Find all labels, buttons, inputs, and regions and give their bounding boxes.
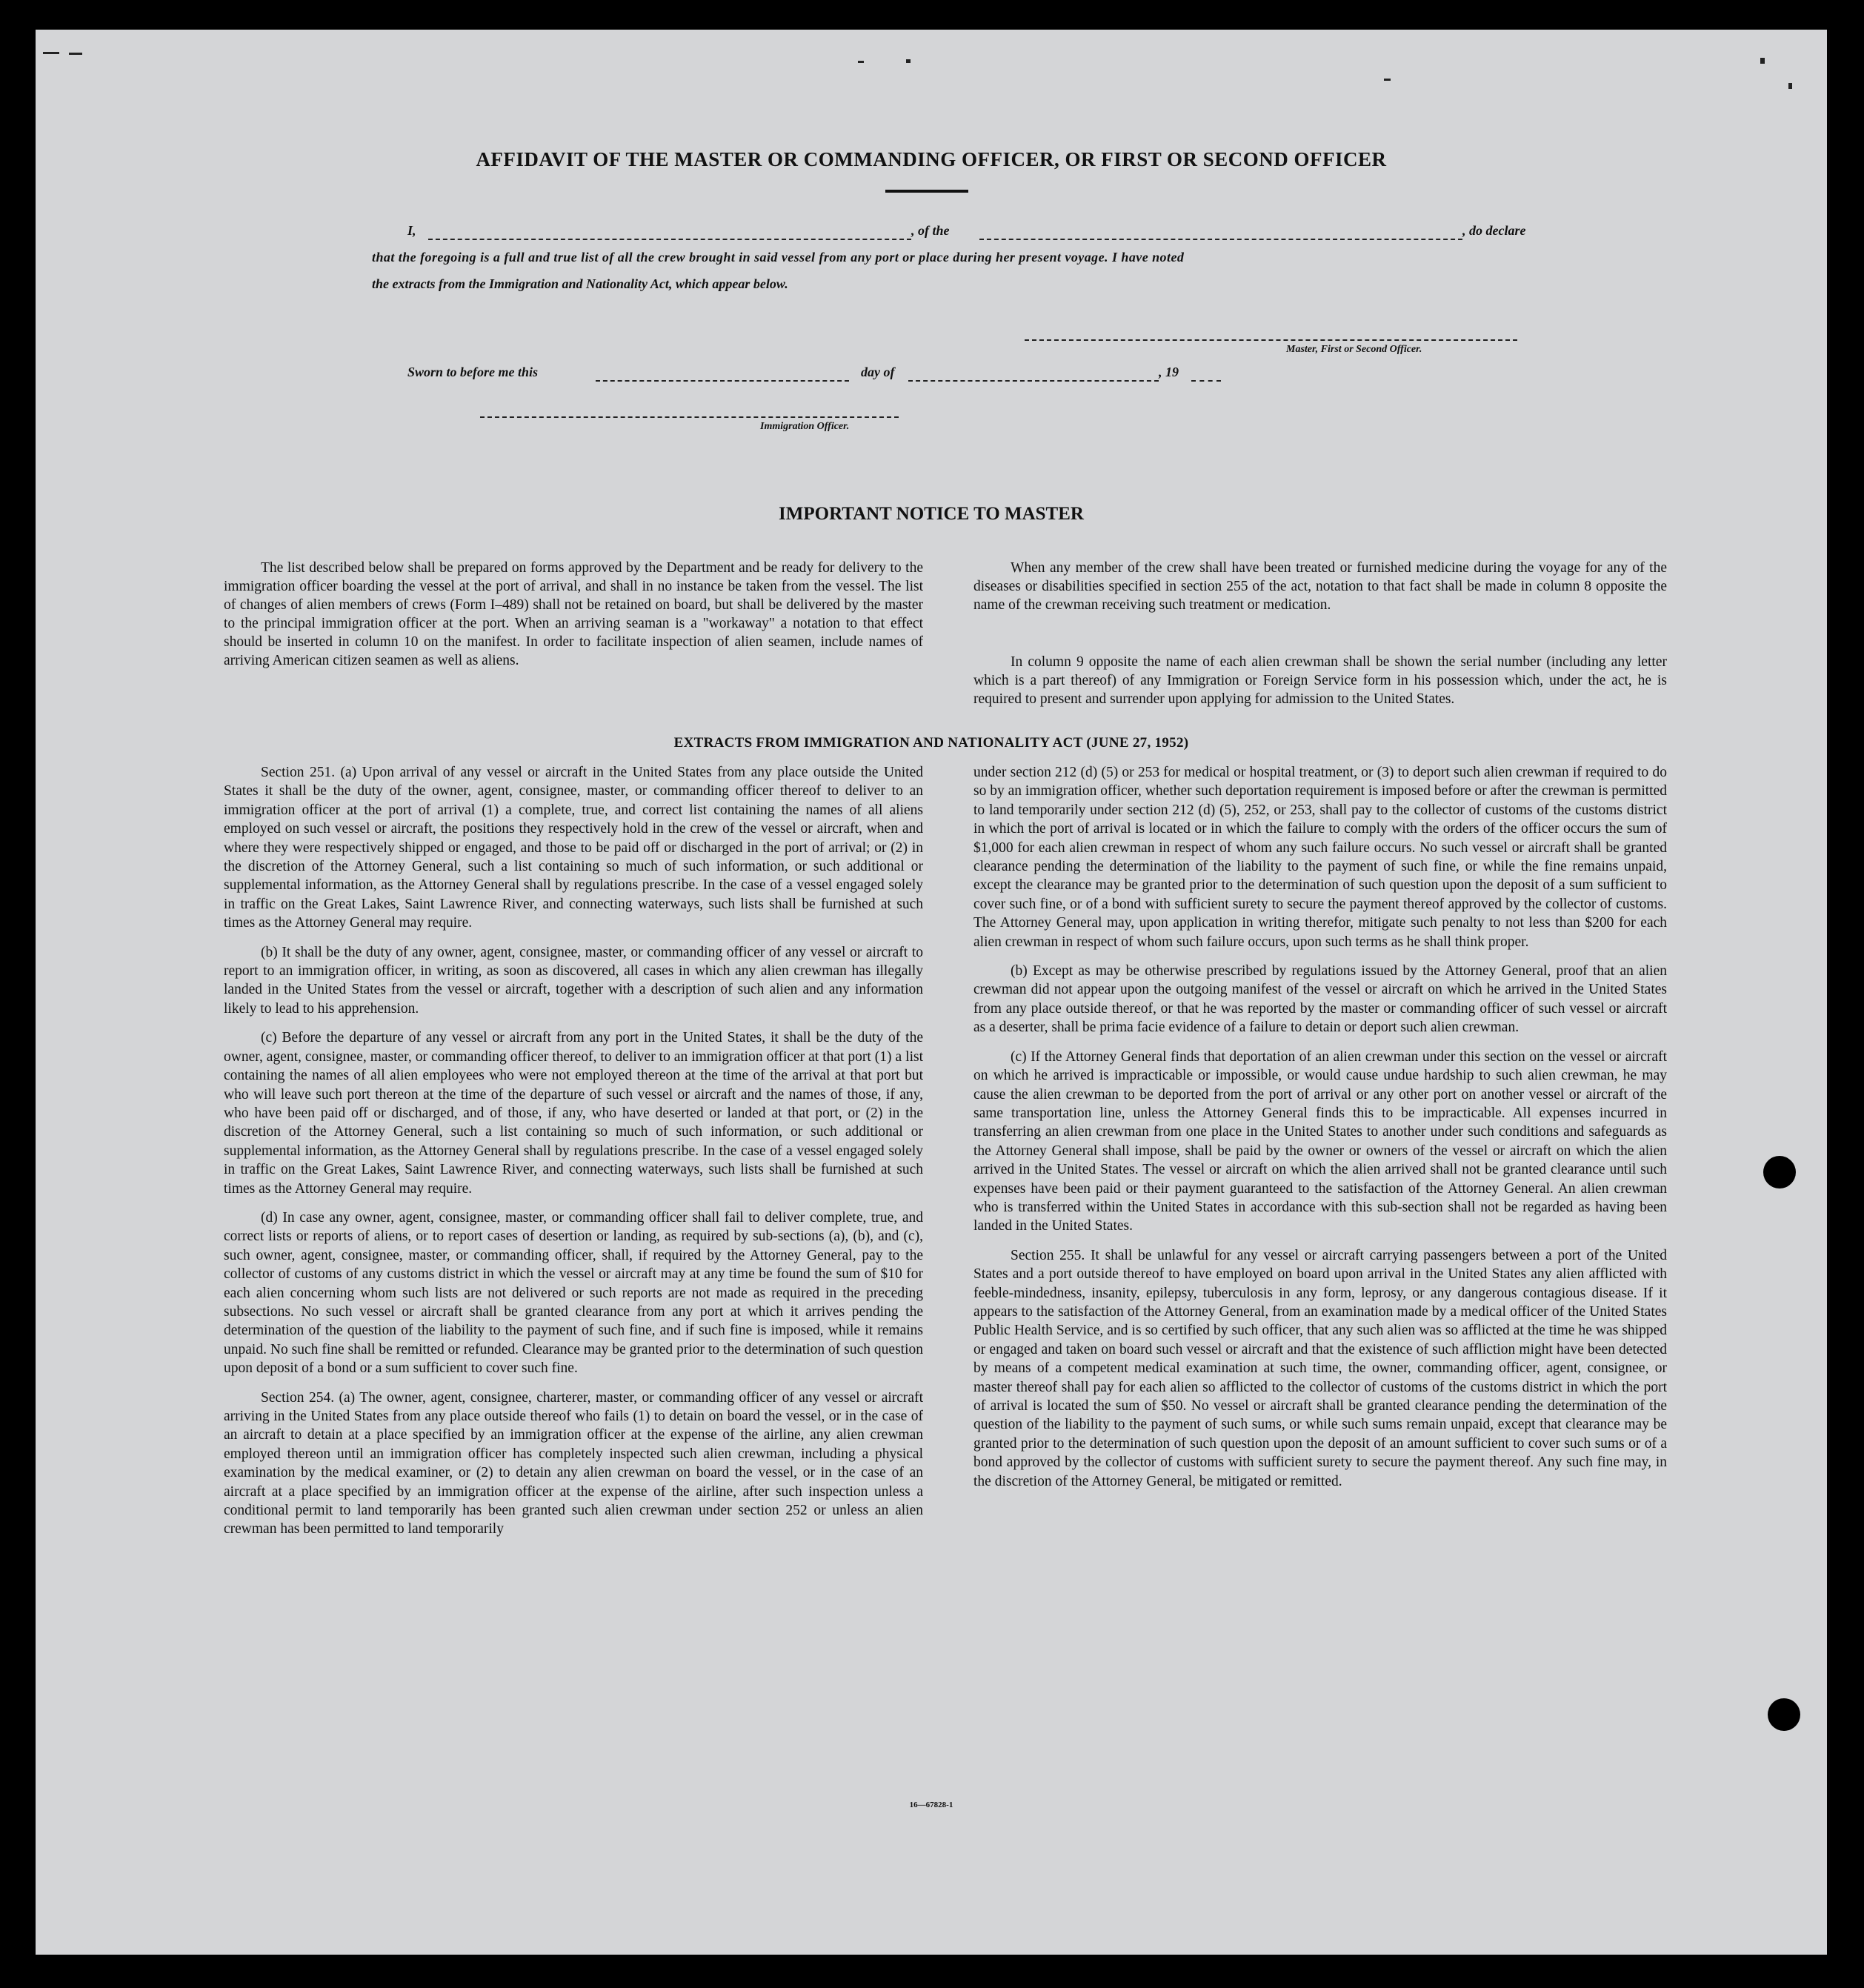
of-the-label: , of the	[911, 223, 950, 238]
master-signature-line[interactable]	[1025, 339, 1517, 341]
sworn-year-line[interactable]	[1191, 380, 1221, 382]
declarant-name-line[interactable]	[428, 239, 911, 240]
declarant-label: I,	[407, 223, 416, 238]
scan-speck	[1760, 58, 1765, 64]
section-255: Section 255. It shall be unlawful for any vessel or aircraft carrying passengers between a port of the United States and a port outside thereof to have employed on board upon arrival in the United States any alien afflicted with feeble-mindedness, insanity, epilepsy, tuberculosis in any form, leprosy, or any dangerous contagious disease. If it appears to the satisfaction of the Attorney General, from an examination made by a medical officer of the United States Public Health Service, and is so certified by such officer, that any such alien was so afflicted at the time he was shipped or engaged and taken on board such vessel or aircraft and that the existence of such affliction might have been detected by means of a competent medical examination at such time, the owner, commanding officer, agent, consignee, or master thereof shall pay for each alien so afflicted to the collector of customs of the customs district in which the port of arrival is located the sum of $50. No vessel or aircraft shall be granted clearance pending the determination of the question of the liability to the payment of such sums, or while such sums remain unpaid, except that clearance may be granted prior to the determination of such question upon the deposit of an amount sufficient to cover such sums or of a bond approved by the collector of customs with sufficient surety to secure the payment thereof. Any such fine may, in the discretion of the Attorney General, be mitigated or remitted.	[973, 1247, 1667, 1489]
section-251-d: (d) In case any owner, agent, consignee, master, or commanding officer shall fail to deliver complete, true, and correct lists or reports of aliens, or to report cases of desertion or landing, as required by sub-sections (a), (b), and (c), such owner, agent, consignee, master, or commanding officer, shall, if required by the Attorney General, pay to the collector of customs of any customs district in which the vessel or aircraft may at any time be found the sum of $10 for each alien concerning whom such lists are not delivered or such reports are not made as required in the preceding subsections. No such vessel or aircraft shall be granted clearance from any port at which it arrives pending the determination of the question of the liability to the payment of such fine, and if such fine is imposed, while it remains unpaid. No such fine shall be remitted or refunded. Clearance may be granted prior to the determination of such question upon deposit of a bond or a sum sufficient to cover such fine.	[224, 1209, 923, 1377]
section-251-b: (b) It shall be the duty of any owner, agent, consignee, master, or commanding officer of any vessel or aircraft to report to an immigration officer, in writing, as soon as discovered, all cases in which any alien crewman has illegally landed in the United States from the vessel or aircraft, together with a description of such alien and any information likely to lead to his apprehension.	[224, 944, 923, 1017]
section-254-c: (c) If the Attorney General finds that deportation of an alien crewman under this section on the vessel or aircraft on which he arrived is impracticable or impossible, or would cause undue hardship to such alien crewman, he may cause the alien crewman to be deported from the port of arrival or any other port on another vessel or aircraft of the same transportation line, unless the Attorney General finds this to be impracticable. All expenses incurred in transferring an alien crewman from one place in the United States to another under such conditions and safeguards as the Attorney General shall impose, shall be paid by the owner or owners of the vessel or aircraft on which the alien arrived in the United States. The vessel or aircraft on which the alien arrived shall not be granted clearance until such expenses have been paid or their payment guaranteed to the satisfaction of the Attorney General. An alien crewman who is transferred within the United States in accordance with this sub-section shall not be regarded as having been landed in the United States.	[973, 1048, 1667, 1234]
year-label: , 19	[1159, 365, 1179, 379]
do-declare-label: , do declare	[1462, 223, 1526, 238]
scan-speck	[1788, 83, 1792, 89]
notice-left-paragraph: The list described below shall be prepared on forms approved by the Department and be ready for delivery to the immigration officer boarding the vessel at the port of arrival, and shall in no instance be taken from the vessel. The list of changes of alien members of crews (Form I–489) shall not be retained on board, but shall be delivered by the master to the principal immigration officer at the port. When an arriving seaman is a "workaway" a notation to that effect should be inserted in column 10 on the manifest. In order to facilitate inspection of alien seamen, include names of arriving American citizen seamen as well as aliens.	[224, 560, 923, 668]
officer-signature-line[interactable]	[480, 416, 899, 418]
punch-hole	[1763, 1156, 1796, 1189]
extracts-right-column	[973, 763, 1667, 1501]
extracts-title: EXTRACTS FROM IMMIGRATION AND NATIONALITY ACT (JUNE 27, 1952)	[673, 735, 1189, 751]
master-caption: Master, First or Second Officer.	[1286, 344, 1422, 355]
document-page	[36, 30, 1827, 1955]
officer-caption: Immigration Officer.	[760, 421, 850, 432]
vessel-name-line[interactable]	[979, 239, 1462, 240]
scan-speck	[906, 59, 911, 63]
day-of-label: day of	[861, 365, 895, 379]
extracts-left-column	[224, 763, 923, 1549]
sworn-label: Sworn to before me this	[407, 365, 539, 379]
affidavit-title: AFFIDAVIT OF THE MASTER OR COMMANDING OFFICER, OR FIRST OR SECOND OFFICER	[476, 148, 1387, 170]
notice-right-paragraph-2: In column 9 opposite the name of each alien crewman shall be shown the serial number (including any letter which is a part thereof) of any Immigration or Foreign Service form in his possession which, under the act, he is required to present and surrender upon applying for admission to the United States.	[973, 654, 1667, 707]
section-254-a: Section 254. (a) The owner, agent, consignee, charterer, master, or commanding officer of any vessel or aircraft arriving in the United States from any place outside thereof who fails (1) to detain on board the vessel, or in the case of an aircraft to detain at a place specified by an immigration officer at the expense of the airline, any alien crewman employed thereon until an immigration officer has completely inspected such alien crewman, including a physical examination by the medical examiner, or (2) to detain any alien crewman on board the vessel, or in the case of an aircraft at a place specified by an immigration officer at the expense of the airline, after such inspection unless a conditional permit to land temporarily has been granted such alien crewman under section 252 or unless an alien crewman has been permitted to land temporarily	[224, 1389, 923, 1537]
declaration-line-3: the extracts from the Immigration and Nationality Act, which appear below.	[372, 276, 788, 291]
notice-title: IMPORTANT NOTICE TO MASTER	[779, 504, 1084, 524]
declaration-line-2: that the foregoing is a full and true list of all the crew brought in said vessel from any port or place during her present voyage. I have noted	[372, 250, 1185, 265]
scan-speck	[69, 53, 82, 55]
punch-hole	[1768, 1698, 1800, 1731]
sworn-day-line[interactable]	[596, 380, 849, 382]
scan-speck	[858, 61, 864, 63]
title-rule	[885, 190, 968, 193]
notice-right-paragraph-1: When any member of the crew shall have been treated or furnished medicine during the voyage for any of the diseases or disabilities specified in section 255 of the act, notation to that fact shall be made in column 8 opposite the name of the crewman receiving such treatment or medication.	[973, 560, 1667, 613]
section-254-a-continued: under section 212 (d) (5) or 253 for medical or hospital treatment, or (3) to deport such alien crewman if required to do so by an immigration officer, whether such deportation requirement is imposed before or after the crewman is permitted to land temporarily under section 212 (d) (5), 252, or 253, shall pay to the collector of customs of the customs district in which the port of arrival is located or in which the failure to comply with the orders of the officer occurs the sum of $1,000 for each alien crewman in respect of whom any such failure occurs. No such vessel or aircraft shall be granted clearance pending the determination of the liability to the payment of such fine, or while the fine remains unpaid, except the clearance may be granted prior to the determination of such question upon the deposit of a sum sufficient to cover such fine, or of a bond with sufficient surety to secure the payment thereof approved by the collector of customs. The Attorney General may, upon application in writing therefor, mitigate such penalty to not less than $200 for each alien crewman in respect of whom such failure occurs, upon such terms as he shall think proper.	[973, 765, 1667, 950]
section-251-c: (c) Before the departure of any vessel or aircraft from any port in the United States, it shall be the duty of the owner, agent, consignee, master, or commanding officer thereof, to deliver to an immigration officer at that port (1) a list containing the names of all alien employees who were not employed thereon at the time of the arrival at that port but who will leave such port thereon at the time of the departure of such vessel or aircraft and the names of those, if any, who have been paid off or discharged, and of those, if any, who have deserted or landed at that port, or (2) in the discretion of the Attorney General, such a list containing so much of such information, or such additional or supplemental information, as the Attorney General shall by regulations prescribe. In the case of a vessel engaged solely in traffic on the Great Lakes, Saint Lawrence River, and connecting waterways, such lists shall be furnished at such times as the Attorney General may require.	[224, 1030, 923, 1197]
form-code: 16—67828-1	[909, 1801, 953, 1809]
scan-speck	[43, 52, 59, 54]
section-254-b: (b) Except as may be otherwise prescribed by regulations issued by the Attorney General, proof that an alien crewman did not appear upon the outgoing manifest of the vessel or aircraft on which he arrived in the United States from any place outside thereof, or that he was reported by the master or commanding officer of such vessel or aircraft as a deserter, shall be prima facie evidence of a failure to detain or deport such alien crewman.	[973, 963, 1667, 1036]
section-251-a: Section 251. (a) Upon arrival of any vessel or aircraft in the United States from any place outside the United States it shall be the duty of the owner, agent, consignee, master, or commanding officer thereof to deliver to an immigration officer at the port of arrival (1) a complete, true, and correct list containing the names of all aliens employed on such vessel or aircraft, the positions they respectively hold in the crew of the vessel or aircraft, when and where they were respectively shipped or engaged, and those to be paid off or discharged in the port of arrival; or (2) in the discretion of the Attorney General, such a list containing so much of such information, or such additional or supplemental information, as the Attorney General shall by regulations prescribe. In the case of a vessel engaged solely in traffic on the Great Lakes, Saint Lawrence River, and connecting waterways, such lists shall be furnished at such times as the Attorney General may require.	[224, 765, 923, 931]
sworn-month-line[interactable]	[908, 380, 1159, 382]
scan-speck	[1384, 79, 1391, 81]
